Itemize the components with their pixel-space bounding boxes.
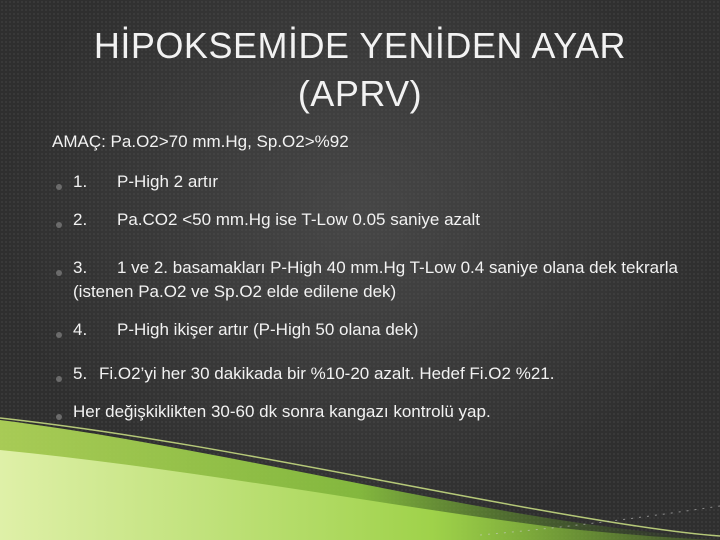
green-wave-decoration [0,410,720,540]
item-text: Pa.CO2 <50 mm.Hg ise T-Low 0.05 saniye azalt [117,210,481,229]
list-item [50,208,690,232]
title-line-2: (APRV) [297,73,423,114]
item-text: Fi.O2’yi her 30 dakikada bir %10-20 azalt. Hedef Fi.O2 %21. [99,364,555,383]
item-text: 1 ve 2. basamakları P-High 40 mm.Hg T-Low 0.4 saniye olana dek tekrarla (istenen Pa.O2 ve Sp.O2 elde edilene dek) [73,258,683,301]
list-item [50,362,690,386]
bullet-dot-icon [56,376,62,382]
item-text: P-High 2 artır [117,172,219,191]
slide-title [20,22,700,118]
item-number: 1. [73,172,88,191]
slide-subtitle: AMAÇ: Pa.O2>70 mm.Hg, Sp.O2>%92 [52,132,349,151]
title-line-1: HİPOKSEMİDE YENİDEN AYAR [93,25,627,66]
bullet-dot-icon [56,270,62,276]
item-number: 2. [73,210,88,229]
bullet-dot-icon [56,332,62,338]
list-item [50,170,690,194]
item-text: P-High ikişer artır (P-High 50 olana dek) [117,320,419,339]
item-number: 5. [73,364,88,383]
item-number: 3. [73,258,88,277]
list-item [50,318,690,342]
bullet-dot-icon [56,222,62,228]
list-item [50,256,690,304]
bullet-dot-icon [56,184,62,190]
item-text: Her değişkiklikten 30-60 dk sonra kangazı kontrolü yap. [73,402,491,421]
item-number: 4. [73,320,88,339]
